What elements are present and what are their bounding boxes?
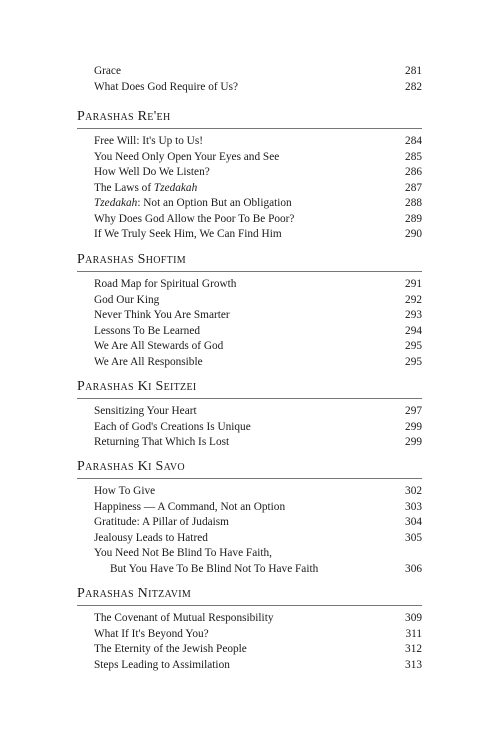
entry-page: 289 xyxy=(405,212,422,225)
entry-page: 304 xyxy=(405,516,422,528)
entry-title: Returning That Which Is Lost xyxy=(94,436,230,448)
entry-page: 313 xyxy=(405,658,422,671)
toc-continued-entries xyxy=(0,64,500,95)
entry-title-rest: : Not an Option But an Obligation xyxy=(137,197,292,209)
entry-page: 305 xyxy=(405,531,422,544)
entry-page: 309 xyxy=(405,612,422,624)
entry-title xyxy=(94,196,292,212)
toc-entry xyxy=(0,515,500,531)
toc-entry xyxy=(0,150,500,166)
entry-page: 286 xyxy=(405,166,422,178)
entry-title: Jealousy Leads to Hatred xyxy=(94,531,208,544)
toc-entry xyxy=(0,227,500,243)
section-divider xyxy=(77,478,422,479)
section-header xyxy=(0,585,500,605)
entry-title-italic: Tzedakah xyxy=(94,197,138,209)
toc-entry xyxy=(0,420,500,436)
entry-page: 285 xyxy=(405,150,422,163)
section-ki-savo xyxy=(0,458,500,577)
entry-title: What If It's Beyond You? xyxy=(94,627,209,640)
section-nitzavim xyxy=(0,585,500,673)
entry-page: 290 xyxy=(405,228,422,240)
entry-page: 287 xyxy=(405,181,422,194)
entry-title: Road Map for Spiritual Growth xyxy=(94,278,237,290)
toc-entry xyxy=(0,339,500,355)
toc-entry xyxy=(0,546,500,562)
entry-page: 284 xyxy=(405,135,422,147)
toc-entry xyxy=(0,435,500,451)
toc-entry xyxy=(0,324,500,340)
toc-entry xyxy=(0,627,500,643)
entry-title: Never Think You Are Smarter xyxy=(94,309,230,321)
entry-page: 312 xyxy=(405,643,422,655)
toc-entry-continuation xyxy=(0,562,500,578)
section-reeh xyxy=(0,108,500,243)
toc-entry xyxy=(0,196,500,212)
section-header xyxy=(0,108,500,128)
toc-entry xyxy=(0,181,500,197)
entry-title: What Does God Require of Us? xyxy=(94,80,238,93)
section-heading: Parashas Ki Seitzei xyxy=(77,379,197,394)
toc-entry xyxy=(0,500,500,516)
toc-entry xyxy=(0,165,500,181)
toc-entry xyxy=(0,80,500,96)
entry-title: How To Give xyxy=(94,485,156,497)
entry-title-plain: The Laws of xyxy=(94,181,154,194)
section-divider xyxy=(77,128,422,129)
entry-title: Happiness — A Command, Not an Option xyxy=(94,500,286,513)
entry-page: 311 xyxy=(405,627,422,640)
section-header xyxy=(0,251,500,271)
entry-page: 303 xyxy=(405,500,422,513)
toc-entry xyxy=(0,293,500,309)
entry-page: 306 xyxy=(405,562,422,575)
toc-entry xyxy=(0,642,500,658)
entry-title: If We Truly Seek Him, We Can Find Him xyxy=(94,228,282,240)
section-header xyxy=(0,458,500,478)
section-heading: Parashas Re'eh xyxy=(77,109,171,124)
toc-entry xyxy=(0,134,500,150)
toc-entry xyxy=(0,611,500,627)
entry-title: The Covenant of Mutual Responsibility xyxy=(94,612,274,624)
toc-entry xyxy=(0,64,500,80)
toc-entry xyxy=(0,212,500,228)
entry-page: 297 xyxy=(405,405,422,417)
entry-title: Why Does God Allow the Poor To Be Poor? xyxy=(94,212,295,225)
section-header xyxy=(0,378,500,398)
entry-title: Sensitizing Your Heart xyxy=(94,405,197,417)
section-divider xyxy=(77,271,422,272)
entry-page: 288 xyxy=(405,197,422,209)
entry-title: We Are All Stewards of God xyxy=(94,340,224,352)
entry-title: You Need Not Be Blind To Have Faith, xyxy=(94,547,272,559)
section-ki-seitzei xyxy=(0,378,500,451)
entry-title-italic: Tzedakah xyxy=(153,181,198,194)
toc-entry xyxy=(0,484,500,500)
entry-page: 295 xyxy=(405,340,422,352)
entry-page: 291 xyxy=(405,278,422,290)
entry-page: 282 xyxy=(405,80,422,93)
toc-entry xyxy=(0,277,500,293)
entry-page: 299 xyxy=(405,420,422,433)
entry-title: We Are All Responsible xyxy=(94,355,203,368)
toc-entry xyxy=(0,404,500,420)
toc-entry xyxy=(0,308,500,324)
section-heading: Parashas Shoftim xyxy=(77,252,186,267)
entry-title: But You Have To Be Blind Not To Have Faith xyxy=(110,562,319,575)
toc-entry xyxy=(0,531,500,547)
entry-page: 294 xyxy=(405,324,422,337)
entry-title: Gratitude: A Pillar of Judaism xyxy=(94,516,229,528)
entry-page: 281 xyxy=(405,65,422,77)
entry-title: You Need Only Open Your Eyes and See xyxy=(94,150,280,163)
entry-title: Steps Leading to Assimilation xyxy=(94,658,230,671)
section-heading: Parashas Nitzavim xyxy=(77,586,192,601)
section-heading: Parashas Ki Savo xyxy=(77,459,185,474)
entry-page: 302 xyxy=(405,485,422,497)
entry-title: Lessons To Be Learned xyxy=(94,324,200,337)
entry-page: 292 xyxy=(405,293,422,306)
entry-title: How Well Do We Listen? xyxy=(94,166,210,178)
entry-title: Each of God's Creations Is Unique xyxy=(94,420,251,433)
entry-title: The Eternity of the Jewish People xyxy=(94,643,247,655)
entry-page: 299 xyxy=(405,436,422,448)
entry-title xyxy=(94,181,197,197)
toc-entry xyxy=(0,355,500,371)
entry-title: Free Will: It's Up to Us! xyxy=(94,135,203,147)
toc-entry xyxy=(0,658,500,674)
section-divider xyxy=(77,605,422,606)
entry-page: 293 xyxy=(405,309,422,321)
entry-title: God Our King xyxy=(94,293,160,306)
entry-title: Grace xyxy=(94,65,121,77)
section-divider xyxy=(77,398,422,399)
entry-page: 295 xyxy=(405,355,422,368)
section-shoftim xyxy=(0,251,500,370)
